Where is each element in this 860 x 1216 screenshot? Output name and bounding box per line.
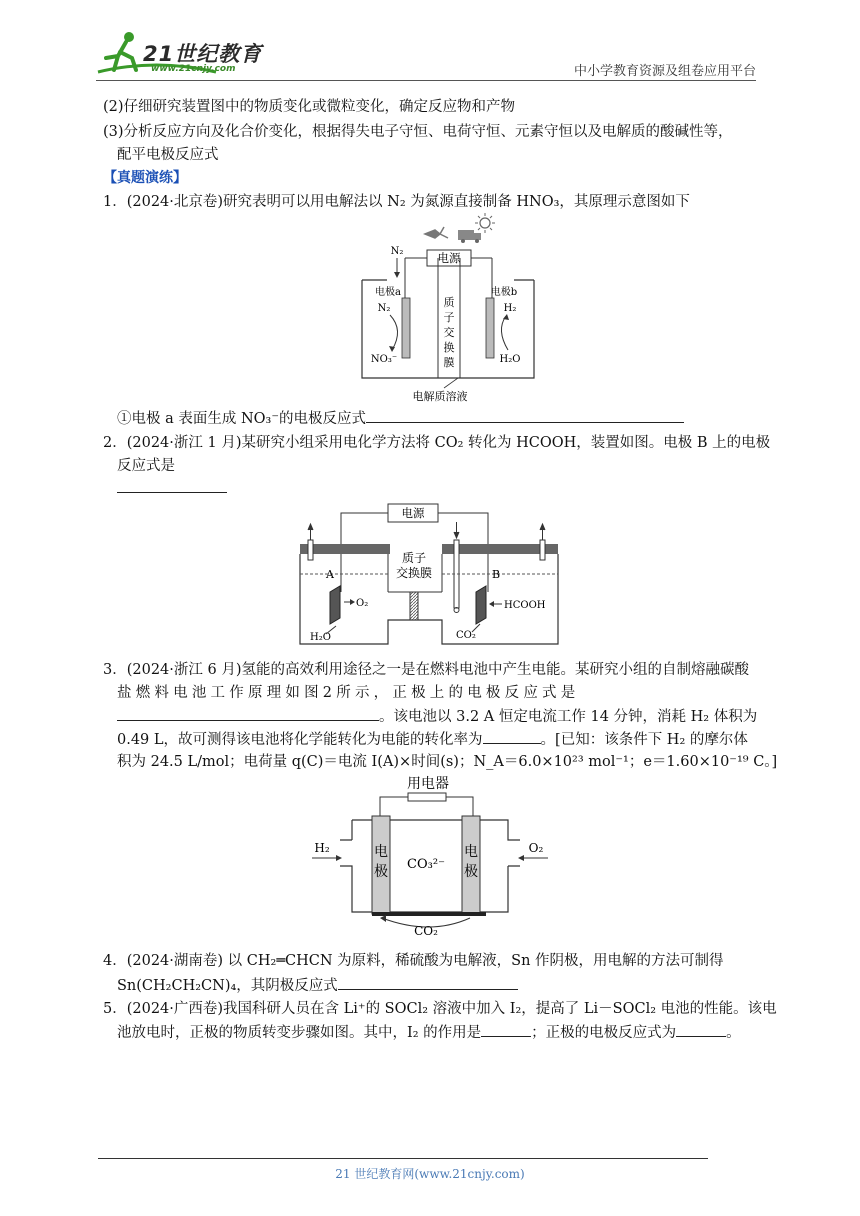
logo-text: 21世纪教育 — [143, 42, 263, 66]
q5-answer-blank2[interactable] — [676, 1022, 726, 1037]
header-platform-title: 中小学教育资源及组卷应用平台 — [573, 64, 756, 79]
q1-solution-label: 电解质溶液 — [412, 390, 468, 403]
q3-load-label: 用电器 — [407, 776, 449, 792]
q4-line1: 4．(2024·湖南卷) 以 CH₂═CHCN 为原料，稀硫酸为电解液，Sn 作阴极，用电解的方法可制得 — [103, 953, 724, 969]
q1-electrode-a: 电极a — [375, 287, 401, 298]
q3-co2: CO₂ — [414, 924, 438, 938]
q1-electrolysis-diagram — [340, 210, 540, 406]
q3-o2: O₂ — [528, 841, 544, 855]
q2-membrane-label1: 质子 — [401, 551, 427, 565]
q2-o2: O₂ — [356, 598, 369, 609]
svg-text:极: 极 — [374, 864, 388, 880]
q5-line2: 池放电时，正极的物质转变步骤如图。其中，I₂ 的作用是 ；正极的电极反应式为 。 — [117, 1022, 741, 1043]
section-title: 【真题演练】 — [103, 170, 187, 186]
svg-text:极: 极 — [464, 864, 478, 880]
q5-line1: 5．(2024·广西卷)我国科研人员在含 Li⁺的 SOCl₂ 溶液中加入 I₂，提高了 Li－SOCl₂ 电池的性能。该电 — [103, 1001, 777, 1017]
q2-membrane-label2: 交换膜 — [395, 566, 433, 580]
q2-co2: CO₂ — [456, 630, 476, 641]
q3-line2: 盐 燃 料 电 池 工 作 原 理 如 图 2 所 示 ， 正 极 上 的 电 极 反 应 式 是 — [117, 685, 576, 701]
q3-line1: 3．(2024·浙江 6 月)氢能的高效利用途径之一是在燃料电池中产生电能。某研究小组的自制熔融碳酸 — [103, 662, 749, 678]
svg-text:电: 电 — [374, 844, 388, 860]
truck-icon — [458, 230, 481, 243]
intro-step3-line2: 配平电极反应式 — [117, 147, 219, 163]
q2-answer-blank[interactable] — [117, 478, 227, 493]
q2-co2-reduction-diagram — [296, 502, 562, 648]
q3-fuel-cell-diagram — [310, 772, 550, 940]
intro-step2: (2)仔细研究装置图中的物质变化或微粒变化，确定反应物和产物 — [103, 99, 516, 115]
svg-text:换: 换 — [443, 341, 455, 354]
q3-h2: H₂ — [314, 841, 330, 855]
footer-divider — [98, 1158, 708, 1159]
svg-text:交: 交 — [443, 326, 455, 339]
q1-no3: NO₃⁻ — [370, 354, 398, 365]
q1-electrode-b: 电极b — [490, 287, 518, 298]
q1-h2: H₂ — [503, 303, 517, 314]
q3-line4: 0.49 L，故可测得该电池将化学能转化为电能的转化率为 。[已知：该条件下 H₂ 的摩尔体 — [117, 729, 748, 750]
q1-power-label: 电源 — [437, 251, 461, 265]
q3-line5: 积为 24.5 L/mol；电荷量 q(C)＝电流 I(A)×时间(s)；N_A＝6.0×10²³ mol⁻¹；e＝1.60×10⁻¹⁹ C。] — [117, 754, 778, 770]
q2-label-b: B — [492, 568, 501, 581]
sun-icon — [475, 213, 495, 233]
q2-line1: 2．(2024·浙江 1 月)某研究小组采用电化学方法将 CO₂ 转化为 HCOOH，装置如图。电极 B 上的电极 — [103, 435, 771, 451]
q1-membrane-label — [444, 295, 455, 369]
q1-answer-blank[interactable] — [366, 408, 684, 423]
q1-stem: 1．(2024·北京卷)研究表明可以用电解法以 N₂ 为氮源直接制备 HNO₃，其原理示意图如下 — [103, 194, 690, 210]
header-divider — [96, 80, 756, 81]
svg-text:子: 子 — [443, 311, 455, 324]
q2-hcooh: HCOOH — [504, 600, 546, 611]
q1-n2-top: N₂ — [390, 246, 404, 257]
footer-link[interactable]: 21 世纪教育网(www.21cnjy.com) — [335, 1167, 525, 1181]
q3-line3: 。该电池以 3.2 A 恒定电流工作 14 分钟，消耗 H₂ 体积为 — [117, 706, 757, 727]
q4-line2: Sn(CH₂CH₂CN)₄，其阴极反应式 — [117, 975, 518, 996]
logo-url: www.21cnjy.com — [151, 64, 236, 74]
q2-h2o: H₂O — [310, 632, 331, 643]
q3-answer-blank2[interactable] — [483, 729, 541, 744]
svg-text:质: 质 — [443, 296, 455, 309]
q4-answer-blank[interactable] — [338, 975, 518, 990]
intro-step3-line1: (3)分析反应方向及化合价变化，根据得失电子守恒、电荷守恒、元素守恒以及电解质的酸碱性等， — [103, 124, 733, 140]
wind-turbine-icon — [425, 227, 448, 238]
q3-co3: CO₃²⁻ — [407, 857, 445, 872]
q2-line2: 反应式是 — [117, 458, 175, 474]
svg-text:膜: 膜 — [443, 356, 455, 369]
q2-label-a: A — [326, 568, 334, 581]
q3-answer-blank1[interactable] — [117, 706, 379, 721]
q1-n2-in: N₂ — [377, 303, 391, 314]
q1-sub1: ①电极 a 表面生成 NO₃⁻的电极反应式 — [117, 408, 684, 429]
q1-h2o: H₂O — [499, 354, 521, 365]
svg-text:电: 电 — [464, 844, 478, 860]
q5-answer-blank1[interactable] — [481, 1022, 531, 1037]
q2-power-label: 电源 — [401, 506, 425, 520]
